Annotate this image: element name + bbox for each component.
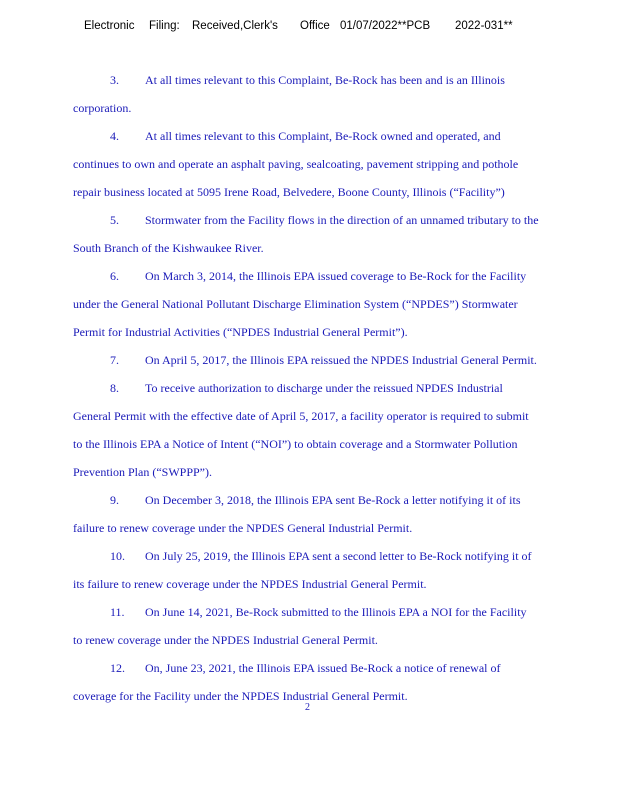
paragraph-text: coverage for the Facility under the NPDES Industrial General Permit.	[73, 689, 408, 703]
paragraph-line	[73, 262, 593, 290]
paragraph-line	[73, 570, 593, 598]
paragraph-text: continues to own and operate an asphalt paving, sealcoating, pavement stripping and pothole	[73, 157, 519, 171]
paragraph-line	[73, 374, 593, 402]
paragraph-text: South Branch of the Kishwaukee River.	[73, 241, 264, 255]
paragraph-line	[73, 94, 593, 122]
header-filing: Filing:	[149, 20, 180, 32]
paragraph-number: 9.	[110, 493, 119, 507]
paragraph-number: 12.	[110, 661, 125, 675]
paragraph-line	[73, 122, 593, 150]
paragraph-text: To receive authorization to discharge under the reissued NPDES Industrial	[145, 381, 503, 395]
header-date: 01/07/2022**PCB	[340, 20, 431, 32]
paragraph-text: to renew coverage under the NPDES Industrial General Permit.	[73, 633, 378, 647]
paragraph-text: At all times relevant to this Complaint, Be-Rock owned and operated, and	[145, 129, 501, 143]
paragraph-line	[73, 626, 593, 654]
paragraph-line	[73, 486, 593, 514]
header-office: Office	[300, 20, 330, 32]
paragraph-line	[73, 178, 593, 206]
header-case: 2022-031**	[455, 20, 513, 32]
paragraph-text: Permit for Industrial Activities (“NPDES Industrial General Permit”).	[73, 325, 408, 339]
paragraph-text: repair business located at 5095 Irene Road, Belvedere, Boone County, Illinois (“Facility”)	[73, 185, 505, 199]
paragraph-line	[73, 346, 593, 374]
paragraph-text: At all times relevant to this Complaint, Be-Rock has been and is an Illinois	[145, 73, 505, 87]
paragraph-line	[73, 206, 593, 234]
paragraph-text: On December 3, 2018, the Illinois EPA sent Be-Rock a letter notifying it of its	[145, 493, 521, 507]
paragraph-line	[73, 402, 593, 430]
paragraph-number: 6.	[110, 269, 119, 283]
paragraph-line	[73, 682, 593, 710]
paragraph-number: 5.	[110, 213, 119, 227]
document-body	[73, 66, 593, 710]
paragraph-line	[73, 430, 593, 458]
paragraph-line	[73, 458, 593, 486]
header-electronic: Electronic	[84, 20, 135, 32]
paragraph-number: 8.	[110, 381, 119, 395]
paragraph-text: Prevention Plan (“SWPPP”).	[73, 465, 212, 479]
paragraph-number: 4.	[110, 129, 119, 143]
paragraph-text: On June 14, 2021, Be-Rock submitted to the Illinois EPA a NOI for the Facility	[145, 605, 527, 619]
paragraph-text: corporation.	[73, 101, 132, 115]
paragraph-text: failure to renew coverage under the NPDES General Industrial Permit.	[73, 521, 413, 535]
paragraph-line	[73, 66, 593, 94]
paragraph-number: 10.	[110, 549, 125, 563]
paragraph-text: General Permit with the effective date of April 5, 2017, a facility operator is required to submit	[73, 409, 529, 423]
paragraph-line	[73, 654, 593, 682]
paragraph-line	[73, 150, 593, 178]
paragraph-number: 11.	[110, 605, 125, 619]
paragraph-text: On April 5, 2017, the Illinois EPA reissued the NPDES Industrial General Permit.	[145, 353, 537, 367]
paragraph-text: On March 3, 2014, the Illinois EPA issued coverage to Be-Rock for the Facility	[145, 269, 527, 283]
paragraph-text: Stormwater from the Facility flows in the direction of an unnamed tributary to the	[145, 213, 539, 227]
paragraph-number: 3.	[110, 73, 119, 87]
paragraph-line	[73, 318, 593, 346]
paragraph-line	[73, 290, 593, 318]
header-received: Received,Clerk's	[192, 20, 278, 32]
paragraph-line	[73, 234, 593, 262]
paragraph-text: its failure to renew coverage under the NPDES Industrial General Permit.	[73, 577, 427, 591]
paragraph-text: On, June 23, 2021, the Illinois EPA issued Be-Rock a notice of renewal of	[145, 661, 501, 675]
paragraph-text: to the Illinois EPA a Notice of Intent (“NOI”) to obtain coverage and a Stormwater Pollution	[73, 437, 518, 451]
paragraph-number: 7.	[110, 353, 119, 367]
paragraph-line	[73, 598, 593, 626]
paragraph-text: under the General National Pollutant Discharge Elimination System (“NPDES”) Stormwater	[73, 297, 518, 311]
paragraph-text: On July 25, 2019, the Illinois EPA sent a second letter to Be-Rock notifying it of	[145, 549, 532, 563]
page-number: 2	[305, 702, 310, 713]
paragraph-line	[73, 542, 593, 570]
paragraph-line	[73, 514, 593, 542]
